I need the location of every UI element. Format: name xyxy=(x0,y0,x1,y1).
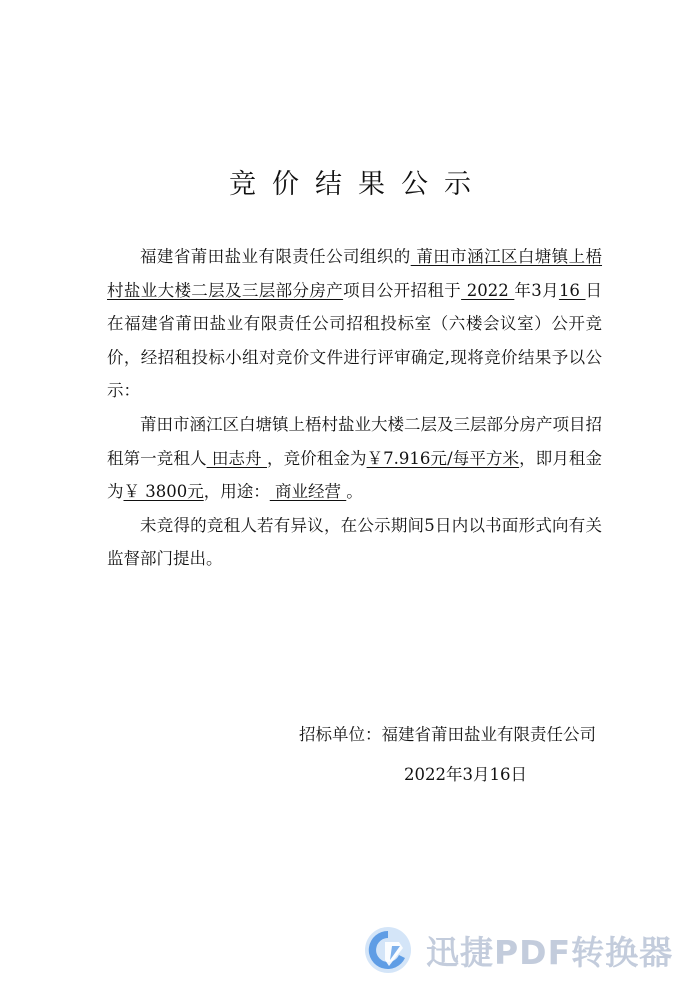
page-title: 竞价结果公示 xyxy=(229,169,487,200)
monthly-rent: ￥ 3800元 xyxy=(123,482,204,502)
watermark xyxy=(362,917,673,983)
para2-text-1: 莆田市涵江区白塘镇上梧村盐业大楼二层及三层部分房产项目招租第一竞租人 xyxy=(107,414,602,468)
para2-text-5: 。 xyxy=(346,482,363,502)
document-body xyxy=(107,240,602,576)
paragraph-result xyxy=(107,408,602,509)
document-date: 2022年3月16日 xyxy=(404,765,527,784)
bid-year: 2022 xyxy=(461,280,515,300)
pdf-converter-logo-icon xyxy=(362,922,418,978)
usage: 商业经营 xyxy=(269,482,347,502)
paragraph-objection: 未竞得的竞租人若有异议，在公示期间5日内以书面形式向有关监督部门提出。 xyxy=(107,515,602,569)
para2-text-3: ，即月租金为 xyxy=(107,448,603,502)
project-name: 莆田市涵江区白塘镇上梧村盐业大楼二层及三层部分房产 xyxy=(107,247,603,300)
watermark-text: 迅捷PDF转换器 xyxy=(426,932,674,972)
para2-text-2: ，竞价租金为 xyxy=(267,448,367,468)
winner-name: 田志舟 xyxy=(206,448,268,468)
bid-day: 16 xyxy=(558,280,586,300)
unit-price: ￥7.916元/每平方米 xyxy=(366,448,520,468)
signature-label: 招标单位： xyxy=(299,725,382,744)
para1-text-1: 福建省莆田盐业有限责任公司组织的 xyxy=(140,247,411,266)
para1-text-3: 年3月 xyxy=(514,280,559,300)
para1-text-4: 日在福建省莆田盐业有限责任公司招租投标室（六楼会议室）公开竞价，经招租投标小组对竞价文件进行评审确定,现将竞价结果予以公示： xyxy=(107,280,603,401)
para1-text-2: 项目公开招租于 xyxy=(343,280,462,300)
signature-org: 福建省莆田盐业有限责任公司 xyxy=(381,725,596,744)
para2-text-4: ，用途： xyxy=(203,482,270,502)
signature-line xyxy=(299,718,596,752)
paragraph-announcement xyxy=(107,240,602,408)
